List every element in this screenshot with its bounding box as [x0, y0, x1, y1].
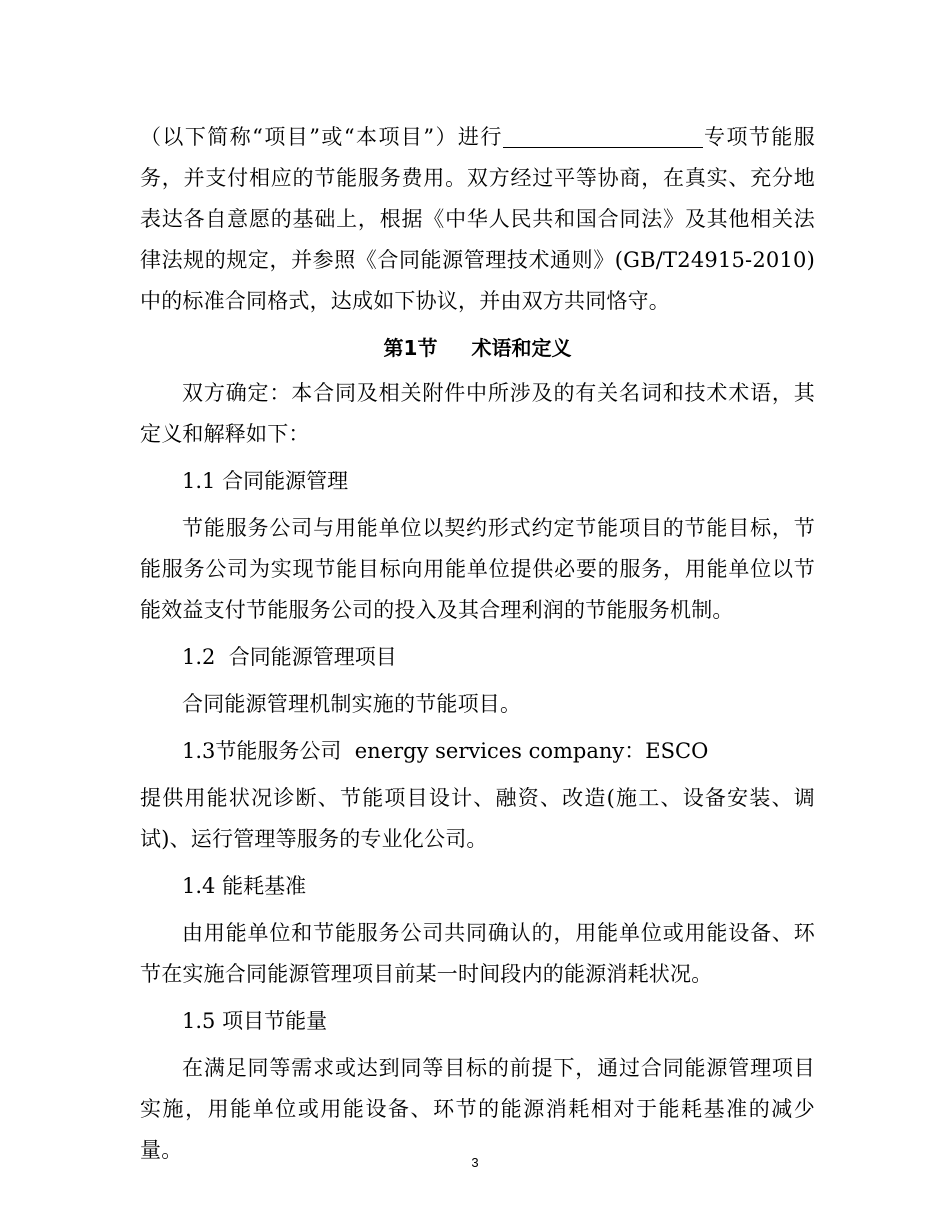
document-page — [140, 117, 815, 1177]
term-definition-1-1: 节能服务公司与用能单位以契约形式约定节能项目的节能目标，节能服务公司为实现节能目标向用能单位提供必要的服务，用能单位以节能效益支付节能服务公司的投入及其合理利润的节能服务机制。 — [140, 516, 815, 622]
term-label-1-1: 1.1 合同能源管理 — [182, 469, 349, 493]
term-label-1-4: 1.4 能耗基准 — [182, 874, 307, 898]
page-number: 3 — [471, 1155, 479, 1170]
term-definition-1-4: 由用能单位和节能服务公司共同确认的，用能单位或用能设备、环节在实施合同能源管理项目前某一时间段内的能源消耗状况。 — [140, 921, 815, 986]
intro-paragraph — [140, 117, 815, 322]
section-number: 第1节 — [383, 336, 438, 360]
intro-text-part1: （以下简称“项目”或“本项目”）进行 — [140, 125, 503, 149]
preface-paragraph: 双方确定：本合同及相关附件中所涉及的有关名词和技术术语，其定义和解释如下： — [140, 381, 815, 446]
fill-in-blank — [503, 121, 703, 148]
term-definition-1-3: 提供用能状况诊断、节能项目设计、融资、改造(施工、设备安装、调试)、运行管理等服务的专业化公司。 — [140, 786, 815, 851]
term-definition-1-5: 在满足同等需求或达到同等目标的前提下，通过合同能源管理项目实施，用能单位或用能设备、环节的能源消耗相对于能耗基准的减少量。 — [140, 1056, 815, 1162]
term-definition-1-2: 合同能源管理机制实施的节能项目。 — [182, 692, 522, 716]
section-title: 术语和定义 — [471, 336, 572, 360]
intro-text-part2: 专项节能服务，并支付相应的节能服务费用。双方经过平等协商，在真实、充分地表达各自意愿的基础上，根据《中华人民共和国合同法》及其他相关法律法规的规定，并参照《合同能源管理技术通则》(GB/T24915-2010)中的标准合同格式，达成如下协议，并由双方共同恪守。 — [140, 125, 815, 313]
term-label-1-3: 1.3节能服务公司 energy services company：ESCO — [182, 739, 709, 763]
term-label-1-5: 1.5 项目节能量 — [182, 1009, 328, 1033]
term-label-1-2: 1.2 合同能源管理项目 — [182, 645, 397, 669]
section-heading — [140, 328, 815, 369]
